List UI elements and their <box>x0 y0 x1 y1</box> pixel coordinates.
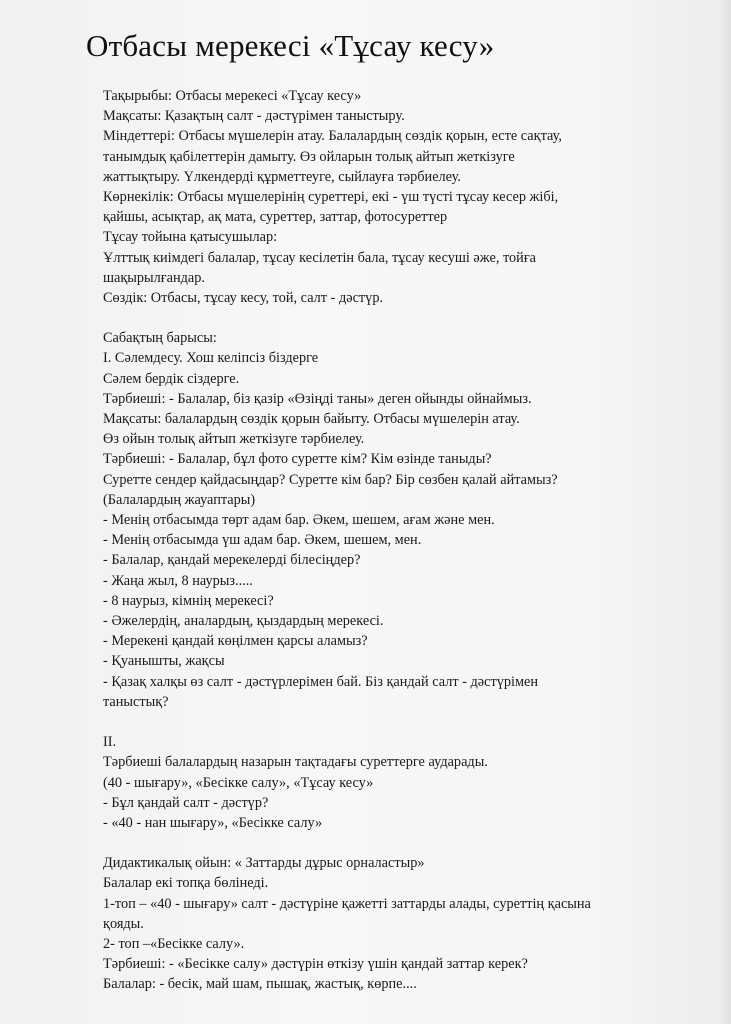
text-line: - Қуанышты, жақсы <box>103 653 225 670</box>
text-line: Тәрбиеші: - Балалар, бұл фото суретте кім? Кім өзінде таныды? <box>103 451 492 468</box>
lesson-part-1 <box>103 328 703 712</box>
text-line: - Бұл қандай салт - дәстүр? <box>103 794 269 811</box>
text-line: - Мерекені қандай көңілмен қарсы аламыз? <box>103 633 368 650</box>
text-line: Балалар: - бесік, май шам, пышақ, жастық, көрпе.... <box>103 976 417 993</box>
text-line: Суретте сендер қайдасыңдар? Суретте кім бар? Бір сөзбен қалай айтамыз? <box>103 471 558 488</box>
text-line: Сөздік: Отбасы, тұсау кесу, той, салт - дәстүр. <box>103 290 384 307</box>
text-line: Тұсау тойына қатысушылар: <box>103 229 278 246</box>
text-line: Міндеттері: Отбасы мүшелерін атау. Балалардың сөздік қорын, есте сақтау, <box>103 128 562 145</box>
document-body <box>103 86 703 995</box>
text-line: - Қазақ халқы өз салт - дәстүрлерімен бай. Біз қандай салт - дәстүрімен <box>103 673 539 690</box>
text-line: Сәлем бердік сіздерге. <box>103 370 240 387</box>
text-line: танымдық қабілеттерін дамыту. Өз ойларын толық айтып жеткізуге <box>103 148 515 165</box>
text-line: I. Сәлемдесу. Хош келіпсіз біздерге <box>103 350 319 367</box>
text-line: Тәрбиеші балалардың назарын тақтадағы суреттерге аударады. <box>103 754 488 771</box>
text-line: қайшы, асықтар, ақ мата, суреттер, заттар, фотосуреттер <box>103 209 448 226</box>
text-line: Тәрбиеші: - «Бесікке салу» дәстүрін өткізу үшін қандай заттар керек? <box>103 956 528 973</box>
text-line: Тәрбиеші: - Балалар, біз қазір «Өзіңді таны» деген ойынды ойнаймыз. <box>103 390 532 407</box>
text-line: Мақсаты: Қазақтың салт - дәстүрімен таныстыру. <box>103 108 405 125</box>
text-line: 1-топ – «40 - шығару» салт - дәстүріне қажетті заттарды алады, суреттің қасына <box>103 895 591 912</box>
text-line: жаттықтыру. Үлкендерді құрметтеуге, сыйлауға тәрбиелеу. <box>103 168 461 185</box>
spacer <box>103 833 703 853</box>
spacer <box>103 308 703 328</box>
text-line: Балалар екі топқа бөлінеді. <box>103 875 269 892</box>
spacer <box>103 712 703 732</box>
text-line: Тақырыбы: Отбасы мерекесі «Тұсау кесу» <box>103 88 362 104</box>
text-line: таныстық? <box>103 693 169 710</box>
text-line: Көрнекілік: Отбасы мүшелерінің суреттері, екі - үш түсті тұсау кесер жібі, <box>103 189 559 206</box>
text-line: Мақсаты: балалардың сөздік қорын байыту. Отбасы мүшелерін атау. <box>103 411 520 428</box>
text-line: Өз ойын толық айтып жеткізуге тәрбиелеу. <box>103 431 365 448</box>
text-line: - Менің отбасымда үш адам бар. Әкем, шешем, мен. <box>103 532 422 549</box>
text-line: Дидактикалық ойын: « Заттарды дұрыс орналастыр» <box>103 855 425 872</box>
text-line: (Балалардың жауаптары) <box>103 491 256 508</box>
text-line: (40 - шығару», «Бесікке салу», «Тұсау кесу» <box>103 774 374 791</box>
text-line: 2- топ –«Бесікке салу». <box>103 935 245 952</box>
text-line: II. <box>103 734 117 751</box>
document-title: Отбасы мерекесі «Тұсау кесу» <box>86 28 495 63</box>
text-line: - «40 - нан шығару», «Бесікке салу» <box>103 814 323 831</box>
text-line: Сабақтың барысы: <box>103 330 217 347</box>
page-edge-shadow <box>721 0 731 1024</box>
text-line: - 8 наурыз, кімнің мерекесі? <box>103 592 274 609</box>
lesson-part-2 <box>103 732 703 833</box>
header-section <box>103 86 703 308</box>
text-line: - Балалар, қандай мерекелерді білесіңдер? <box>103 552 361 569</box>
text-line: шақырылғандар. <box>103 269 205 286</box>
text-line: Ұлттық киімдегі балалар, тұсау кесілетін бала, тұсау кесуші әже, тойға <box>103 249 537 266</box>
text-line: - Менің отбасымда төрт адам бар. Әкем, шешем, ағам және мен. <box>103 512 495 529</box>
text-line: - Әжелердің, аналардың, қыздардың мерекесі. <box>103 613 384 630</box>
didactic-game-section <box>103 853 703 994</box>
text-line: - Жаңа жыл, 8 наурыз..... <box>103 572 253 589</box>
text-line: қояды. <box>103 915 144 932</box>
